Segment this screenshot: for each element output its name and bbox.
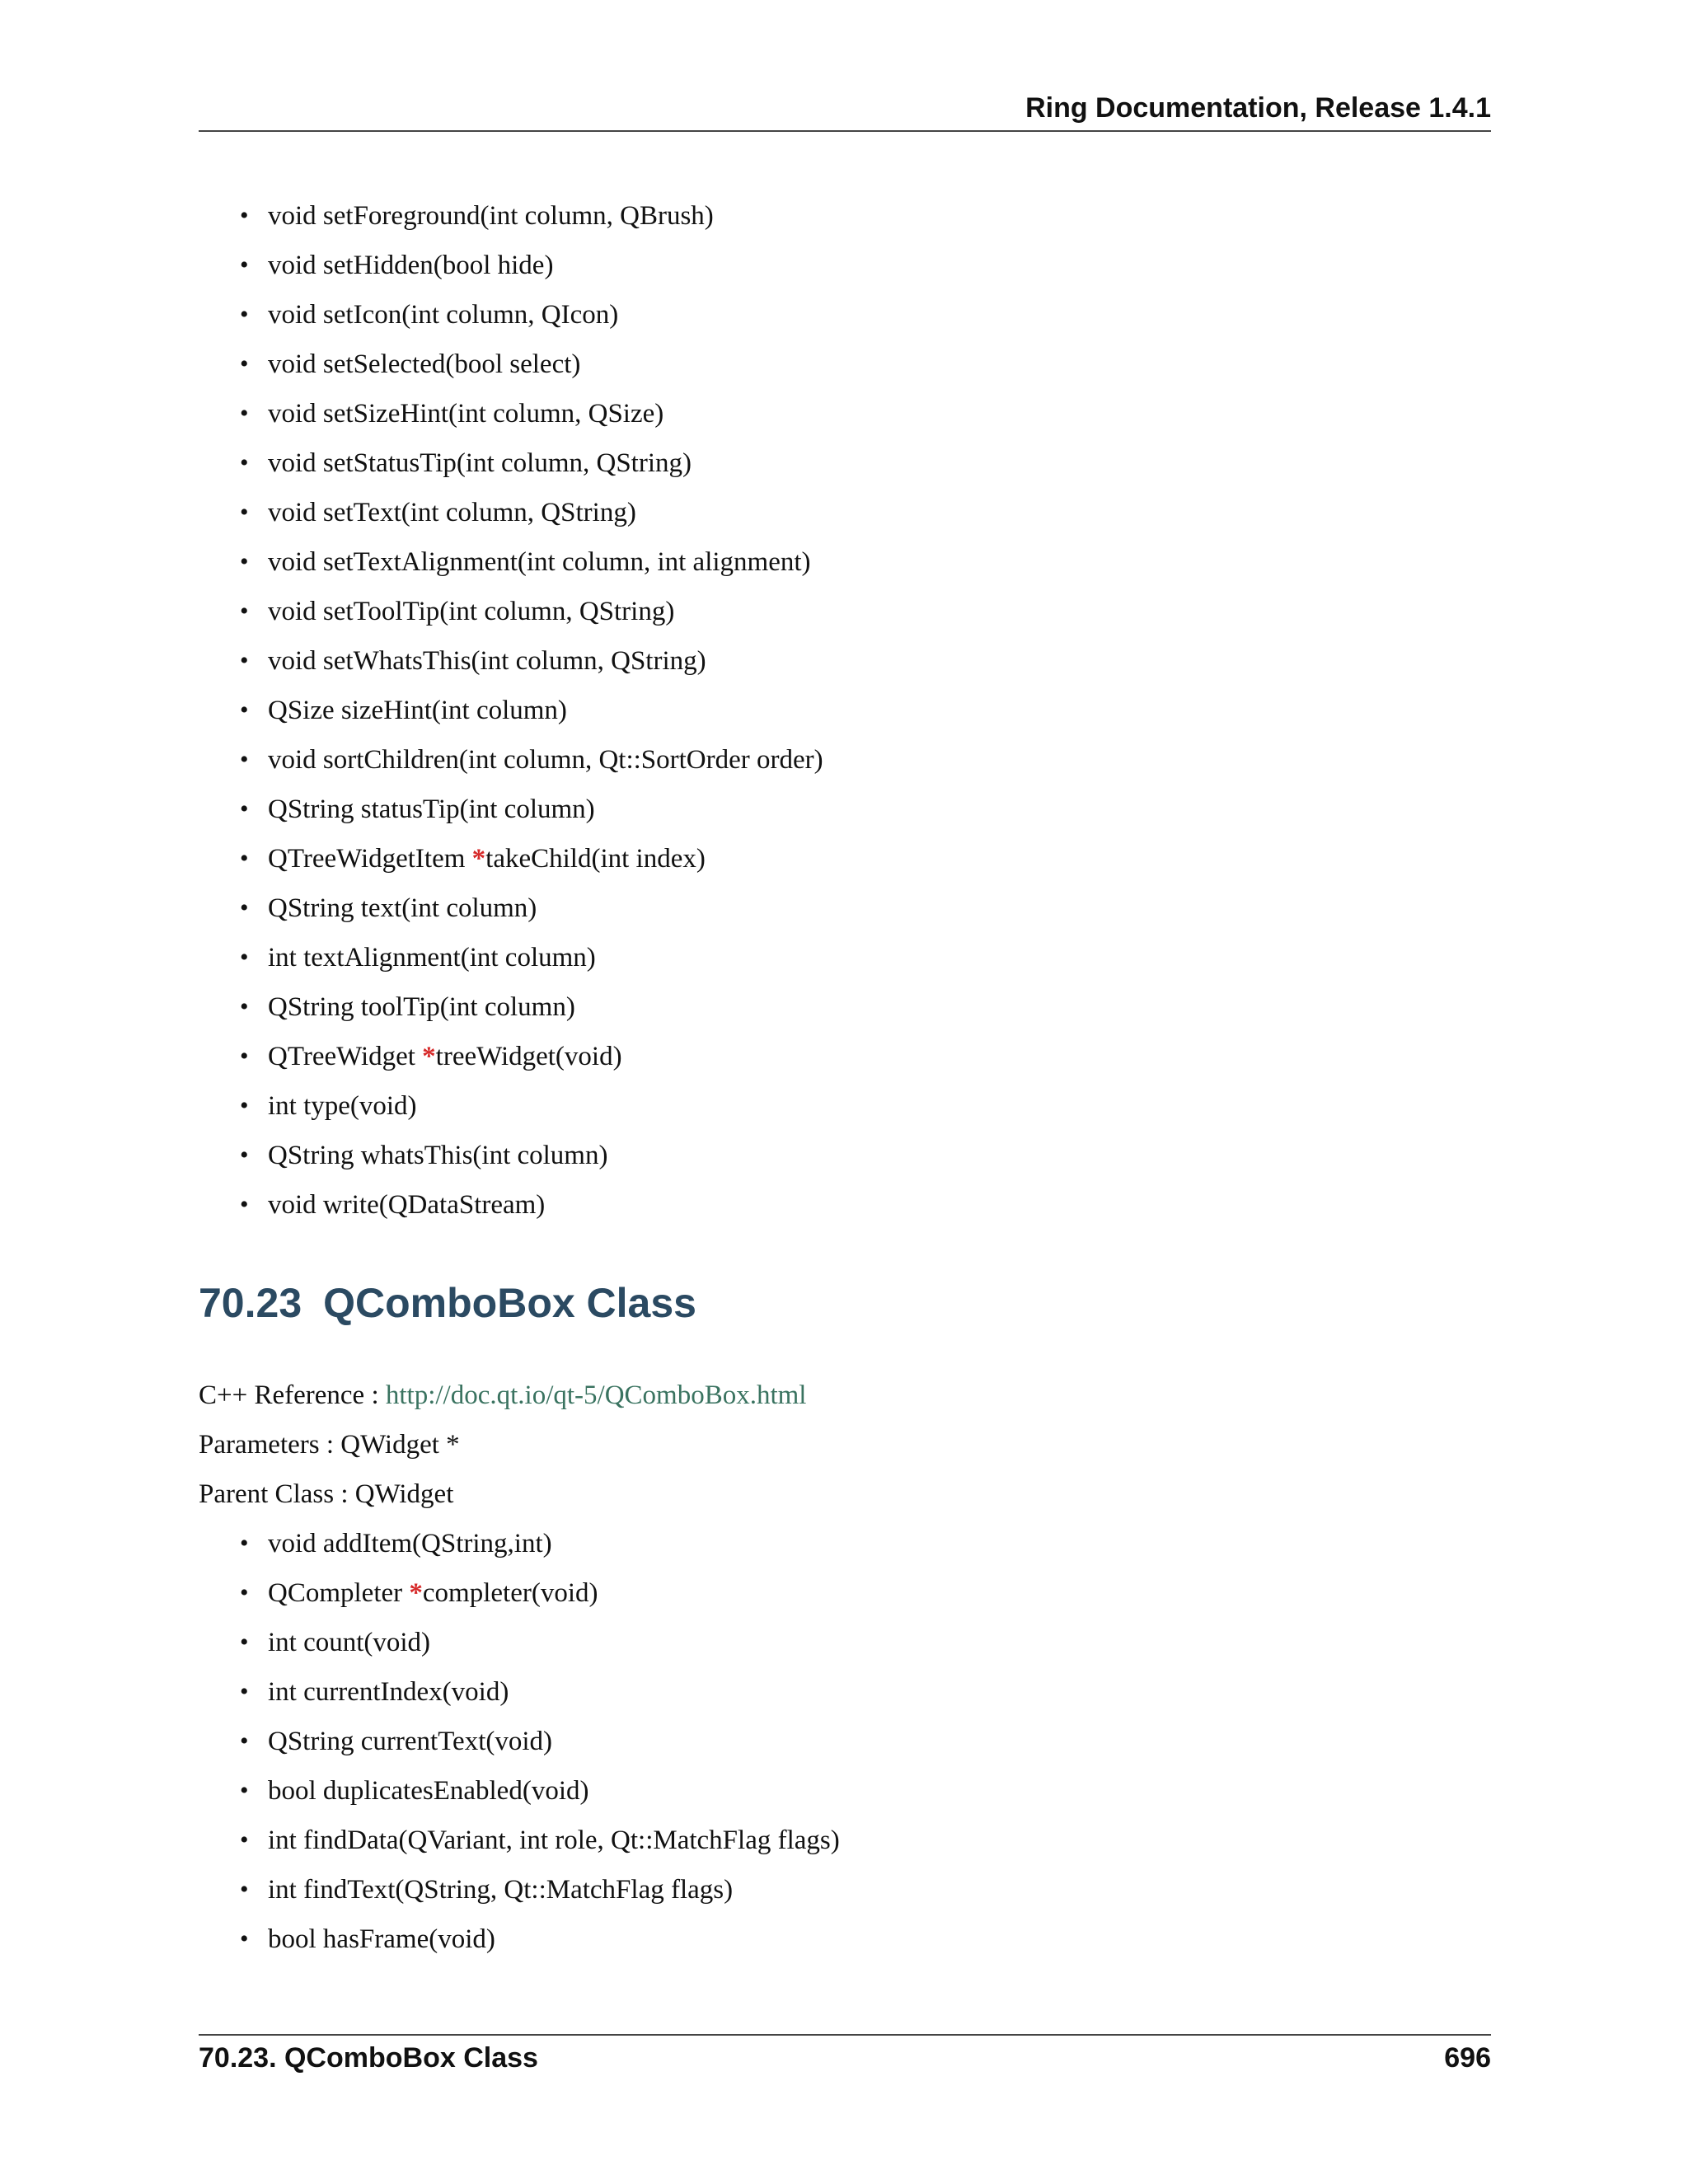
method-signature: int currentIndex(void) [268, 1677, 509, 1707]
method-signature: void setToolTip(int column, QString) [268, 597, 675, 626]
bullet-icon: • [240, 1141, 249, 1169]
bullet-icon: • [240, 1925, 249, 1952]
method-item [240, 389, 823, 438]
method-signature: void sortChildren(int column, Qt::SortOrder order) [268, 745, 823, 775]
method-item [240, 1915, 840, 1964]
method-signature: void setHidden(bool hide) [268, 251, 554, 280]
method-signature: QTreeWidgetItem [268, 844, 472, 874]
method-signature: void write(QDataStream) [268, 1190, 546, 1220]
method-item [240, 1667, 840, 1717]
method-signature: QString statusTip(int column) [268, 794, 595, 824]
bullet-icon: • [240, 1629, 249, 1656]
section-heading [199, 1279, 696, 1327]
bullet-icon: • [240, 746, 249, 773]
bullet-icon: • [240, 944, 249, 971]
method-signature: QString toolTip(int column) [268, 992, 575, 1022]
bullet-icon: • [240, 1043, 249, 1070]
method-signature: int findData(QVariant, int role, Qt::MatchFlag flags) [268, 1825, 840, 1855]
cpp-reference-link[interactable]: http://doc.qt.io/qt-5/QComboBox.html [385, 1380, 807, 1410]
method-signature-rest: completer(void) [422, 1578, 598, 1608]
method-item [240, 1180, 823, 1230]
method-list-continued [240, 191, 823, 1230]
pointer-star: * [409, 1578, 423, 1608]
bullet-icon: • [240, 1876, 249, 1903]
bullet-icon: • [240, 1092, 249, 1119]
bullet-icon: • [240, 993, 249, 1020]
method-item [240, 1618, 840, 1667]
method-signature: int findText(QString, Qt::MatchFlag flags) [268, 1875, 734, 1905]
method-item [240, 1568, 840, 1618]
document-title: Ring Documentation, Release 1.4.1 [1025, 92, 1491, 124]
method-signature: bool duplicatesEnabled(void) [268, 1776, 589, 1806]
method-signature: void setStatusTip(int column, QString) [268, 448, 692, 478]
method-signature: int count(void) [268, 1628, 431, 1657]
bullet-icon: • [240, 845, 249, 872]
page-footer [199, 2034, 1491, 2077]
method-item [240, 1519, 840, 1568]
method-signature: void setSizeHint(int column, QSize) [268, 399, 664, 429]
bullet-icon: • [240, 598, 249, 625]
bullet-icon: • [240, 251, 249, 279]
bullet-icon: • [240, 449, 249, 476]
page-number: 696 [1444, 2042, 1491, 2074]
method-signature: QCompleter [268, 1578, 410, 1608]
pointer-star: * [471, 844, 486, 874]
pointer-star: * [422, 1042, 436, 1071]
method-item [240, 438, 823, 488]
method-item [240, 834, 823, 883]
method-signature: int type(void) [268, 1091, 417, 1121]
method-item [240, 1816, 840, 1865]
method-item [240, 241, 823, 290]
section-title-text: QComboBox Class [323, 1280, 696, 1326]
method-signature: void setWhatsThis(int column, QString) [268, 646, 706, 676]
method-item [240, 785, 823, 834]
method-signature: QTreeWidget [268, 1042, 423, 1071]
method-item [240, 1865, 840, 1915]
method-signature-rest: treeWidget(void) [435, 1042, 622, 1071]
bullet-icon: • [240, 1826, 249, 1854]
method-signature: void setForeground(int column, QBrush) [268, 201, 714, 231]
bullet-icon: • [240, 301, 249, 328]
method-item [240, 933, 823, 982]
cpp-reference-label: C++ Reference : [199, 1380, 386, 1410]
method-signature: void setSelected(bool select) [268, 349, 581, 379]
method-item [240, 1766, 840, 1816]
bullet-icon: • [240, 350, 249, 377]
method-signature: int textAlignment(int column) [268, 943, 596, 972]
bullet-icon: • [240, 1579, 249, 1606]
method-signature: QString text(int column) [268, 893, 537, 923]
bullet-icon: • [240, 1727, 249, 1755]
bullet-icon: • [240, 1191, 249, 1218]
parameters-line: Parameters : QWidget * [199, 1430, 460, 1460]
bullet-icon: • [240, 1678, 249, 1705]
method-item [240, 982, 823, 1032]
bullet-icon: • [240, 894, 249, 921]
bullet-icon: • [240, 1777, 249, 1804]
bullet-icon: • [240, 1530, 249, 1557]
method-signature: void setText(int column, QString) [268, 498, 636, 527]
method-item [240, 1081, 823, 1131]
method-item [240, 1131, 823, 1180]
method-signature-rest: takeChild(int index) [485, 844, 706, 874]
method-item [240, 1717, 840, 1766]
bullet-icon: • [240, 548, 249, 575]
method-item [240, 1032, 823, 1081]
method-signature: void addItem(QString,int) [268, 1529, 552, 1558]
bullet-icon: • [240, 647, 249, 674]
method-item [240, 340, 823, 389]
bullet-icon: • [240, 499, 249, 526]
method-item [240, 488, 823, 537]
parent-class-line: Parent Class : QWidget [199, 1479, 454, 1509]
method-signature: QSize sizeHint(int column) [268, 696, 567, 725]
bullet-icon: • [240, 795, 249, 823]
cpp-reference [199, 1371, 806, 1420]
bullet-icon: • [240, 202, 249, 229]
method-item [240, 735, 823, 785]
method-signature: void setTextAlignment(int column, int alignment) [268, 547, 811, 577]
method-signature: bool hasFrame(void) [268, 1924, 495, 1954]
page-header [199, 89, 1491, 132]
method-item [240, 883, 823, 933]
method-signature: QString whatsThis(int column) [268, 1141, 608, 1170]
method-signature: void setIcon(int column, QIcon) [268, 300, 619, 330]
method-item [240, 636, 823, 686]
method-item [240, 587, 823, 636]
bullet-icon: • [240, 400, 249, 427]
bullet-icon: • [240, 696, 249, 724]
method-item [240, 537, 823, 587]
method-item [240, 686, 823, 735]
method-item [240, 290, 823, 340]
method-list-qcombobox [240, 1519, 840, 1964]
section-number: 70.23 [199, 1280, 302, 1326]
method-item [240, 191, 823, 241]
footer-section: 70.23. QComboBox Class [199, 2042, 538, 2074]
method-signature: QString currentText(void) [268, 1727, 553, 1756]
